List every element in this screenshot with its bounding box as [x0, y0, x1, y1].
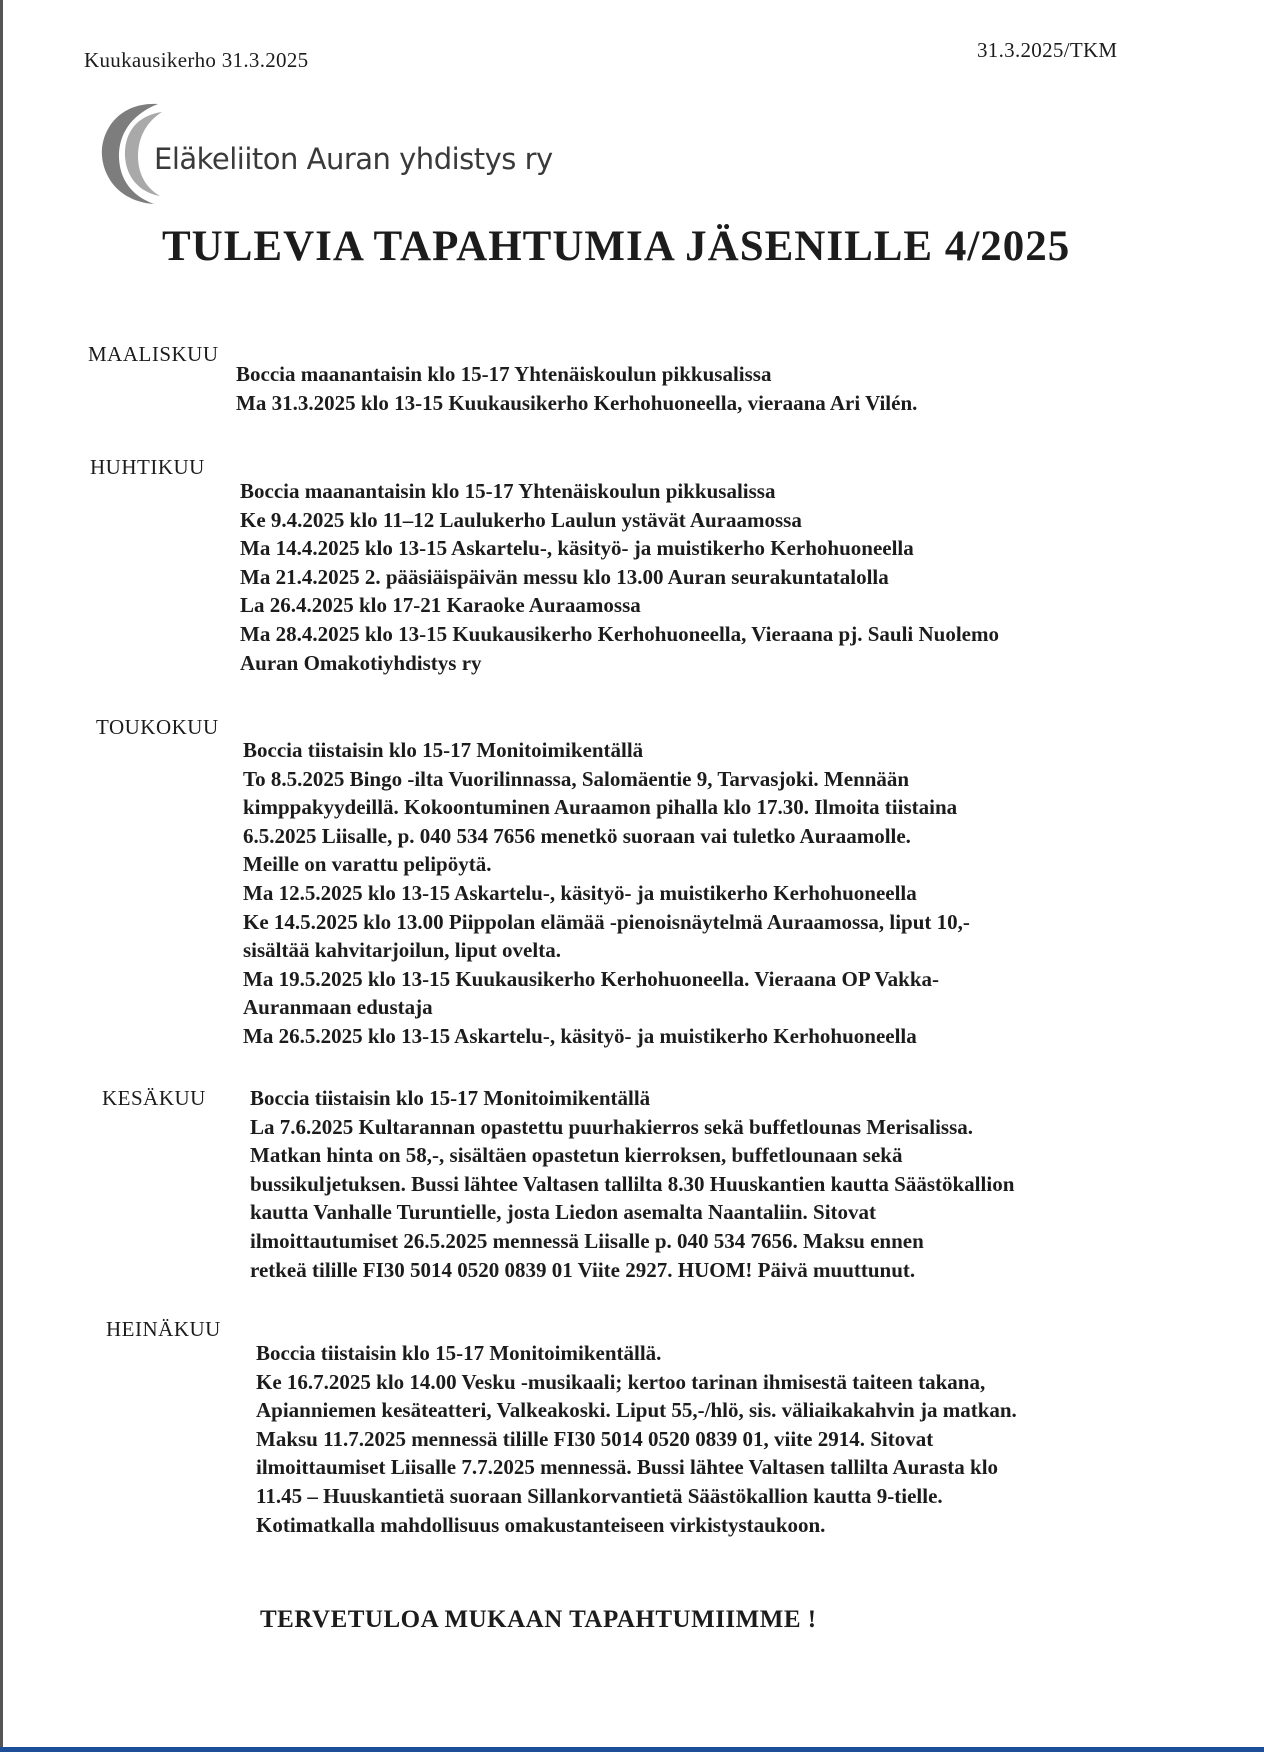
event-list-heinakuu — [256, 1339, 1017, 1539]
event-line: La 26.4.2025 klo 17-21 Karaoke Auraamossa — [240, 593, 641, 618]
event-line: Ma 21.4.2025 2. pääsiäispäivän messu klo 13.00 Auran seurakuntatalolla — [240, 564, 889, 589]
event-line: Ke 9.4.2025 klo 11–12 Laulukerho Laulun ystävät Auraamossa — [240, 507, 802, 532]
month-heading-toukokuu: TOUKOKUU — [96, 715, 219, 739]
event-line: Ma 28.4.2025 klo 13-15 Kuukausikerho Kerhohuoneella, Vieraana pj. Sauli Nuolemo — [240, 621, 999, 646]
event-list-huhtikuu — [240, 477, 999, 677]
event-line: Apianniemen kesäteatteri, Valkeakoski. Liput 55,-/hlö, sis. väliaikakahvin ja matkan. — [256, 1398, 1017, 1423]
event-line: Boccia tiistaisin klo 15-17 Monitoimikentällä — [243, 738, 644, 762]
event-list-toukokuu — [243, 736, 970, 1051]
event-line: kimppakyydeillä. Kokoontuminen Auraamon pihalla klo 17.30. Ilmoita tiistaina — [243, 795, 958, 820]
event-line: Ke 16.7.2025 klo 14.00 Vesku -musikaali; kertoo tarinan ihmisestä taiteen takana, — [256, 1369, 986, 1394]
event-line: Auranmaan edustaja — [243, 995, 433, 1020]
event-line: Auran Omakotiyhdistys ry — [240, 650, 482, 675]
event-line: ilmoittaumiset Liisalle 7.7.2025 mennessä. Bussi lähtee Valtasen tallilta Aurasta klo — [256, 1455, 999, 1480]
event-line: Ma 31.3.2025 klo 13-15 Kuukausikerho Kerhohuoneella, vieraana Ari Vilén. — [236, 390, 918, 415]
event-line: bussikuljetuksen. Bussi lähtee Valtasen tallilta 8.30 Huuskantien kautta Säästökallion — [250, 1171, 1015, 1196]
event-line: Ma 19.5.2025 klo 13-15 Kuukausikerho Kerhohuoneella. Vieraana OP Vakka- — [243, 966, 940, 991]
event-line: Matkan hinta on 58,-, sisältäen opastetun kierroksen, buffetlounaan sekä — [250, 1143, 903, 1168]
event-line: Boccia tiistaisin klo 15-17 Monitoimikentällä. — [256, 1341, 662, 1365]
event-line: Boccia tiistaisin klo 15-17 Monitoimikentällä — [250, 1086, 651, 1110]
logo-text: Eläkeliiton Auran yhdistys ry — [154, 142, 553, 176]
scan-edge-bottom — [0, 1747, 1264, 1752]
event-list-maaliskuu — [236, 360, 917, 417]
event-line: kautta Vanhalle Turuntielle, josta Liedon asemalta Naantaliin. Sitovat — [250, 1200, 877, 1225]
organization-logo — [98, 98, 553, 210]
event-line: La 7.6.2025 Kultarannan opastettu puurhakierros sekä buffetlounas Merisalissa. — [250, 1114, 974, 1139]
scan-edge-left — [0, 0, 3, 1752]
event-list-kesakuu — [250, 1084, 1014, 1284]
closing-greeting: TERVETULOA MUKAAN TAPAHTUMIIMME ! — [260, 1606, 817, 1633]
event-line: Ma 12.5.2025 klo 13-15 Askartelu-, käsityö- ja muistikerho Kerhohuoneella — [243, 880, 917, 905]
header-right-text: 31.3.2025/TKM — [977, 38, 1118, 62]
event-line: Ke 14.5.2025 klo 13.00 Piippolan elämää -pienoisnäytelmä Auraamossa, liput 10,- — [243, 909, 970, 934]
month-heading-kesakuu: KESÄKUU — [102, 1086, 206, 1110]
header-left-text: Kuukausikerho 31.3.2025 — [84, 48, 309, 72]
event-line: Kotimatkalla mahdollisuus omakustanteiseen virkistystaukoon. — [256, 1512, 826, 1537]
month-heading-maaliskuu: MAALISKUU — [88, 342, 219, 366]
event-line: 6.5.2025 Liisalle, p. 040 534 7656 menetkö suoraan vai tuletko Auraamolle. — [243, 823, 911, 848]
page-title: TULEVIA TAPAHTUMIA JÄSENILLE 4/2025 — [162, 223, 1071, 270]
event-line: Ma 14.4.2025 klo 13-15 Askartelu-, käsityö- ja muistikerho Kerhohuoneella — [240, 536, 914, 561]
event-line: sisältää kahvitarjoilun, liput ovelta. — [243, 938, 561, 963]
event-line: retkeä tilille FI30 5014 0520 0839 01 Viite 2927. HUOM! Päivä muuttunut. — [250, 1257, 916, 1282]
month-heading-heinakuu: HEINÄKUU — [106, 1317, 221, 1341]
event-line: 11.45 – Huuskantietä suoraan Sillankorvantietä Säästökallion kautta 9-tielle. — [256, 1483, 943, 1508]
event-line: Maksu 11.7.2025 mennessä tilille FI30 5014 0520 0839 01, viite 2914. Sitovat — [256, 1426, 934, 1451]
event-line: ilmoittautumiset 26.5.2025 mennessä Liisalle p. 040 534 7656. Maksu ennen — [250, 1228, 924, 1253]
event-line: Ma 26.5.2025 klo 13-15 Askartelu-, käsityö- ja muistikerho Kerhohuoneella — [243, 1023, 917, 1048]
month-heading-huhtikuu: HUHTIKUU — [90, 455, 205, 479]
event-line: Boccia maanantaisin klo 15-17 Yhtenäiskoulun pikkusalissa — [236, 362, 772, 386]
event-line: To 8.5.2025 Bingo -ilta Vuorilinnassa, Salomäentie 9, Tarvasjoki. Mennään — [243, 766, 910, 791]
event-line: Meille on varattu pelipöytä. — [243, 852, 492, 877]
event-line: Boccia maanantaisin klo 15-17 Yhtenäiskoulun pikkusalissa — [240, 479, 776, 503]
